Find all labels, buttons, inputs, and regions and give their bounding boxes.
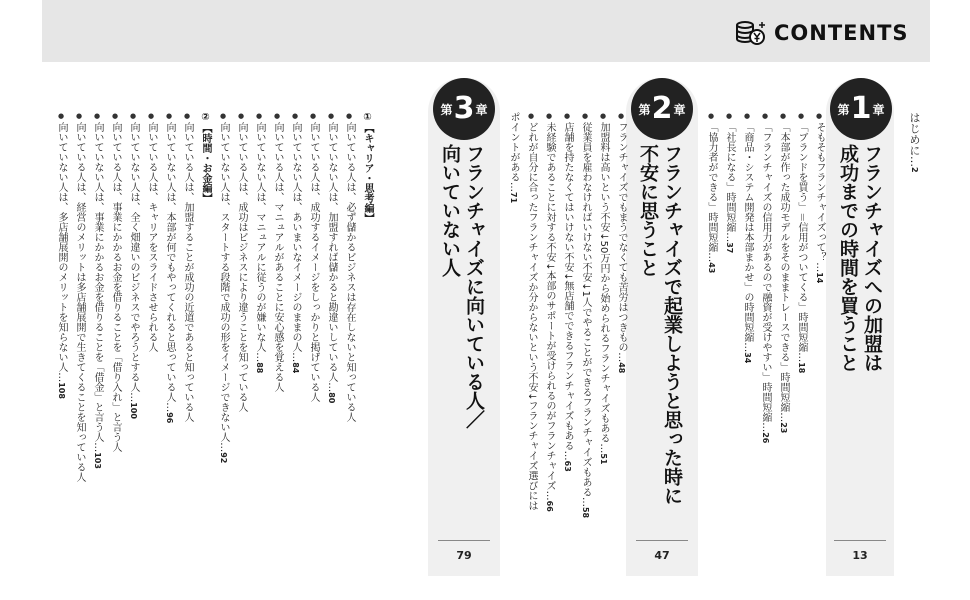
- chapter-2-title: フランチャイズで起業しようと思った時に 不安に思うこと: [637, 144, 683, 505]
- chapter-3-list: [52, 112, 376, 582]
- chapter-3-badge: 第 3 章: [433, 78, 495, 140]
- chapter-3-rule: [438, 540, 490, 541]
- toc-entry[interactable]: ● 向いている人は、キャリアをスライドさせられる人: [142, 112, 160, 582]
- chapter-1-rule: [834, 540, 886, 541]
- chapter-2-list: [504, 112, 630, 582]
- chapter-1-badge: 第 1 章: [830, 78, 892, 140]
- toc-entry[interactable]: ● 向いている人は、必ず儲かるビジネスは存在しないと知っている人: [340, 112, 358, 582]
- toc-entry[interactable]: ● 「協力者ができる」時間短縮…43: [702, 112, 720, 582]
- toc-entry[interactable]: ● 向いていない人は、全く畑違いのビジネスでやろうとする人…100: [124, 112, 142, 582]
- toc-entry[interactable]: ● 従業員を雇わなければいけない不安↓1人でやることができるフランチャイズもある…58: [576, 112, 594, 582]
- intro-page: 2: [910, 167, 919, 173]
- toc-entry[interactable]: ● 向いていない人は、マニュアルに従うのが嫌いな人…88: [250, 112, 268, 582]
- contents-title: CONTENTS: [774, 21, 909, 45]
- toc-entry[interactable]: ● 向いている人は、経営のメリットは多店舗展開で生きてくることを知っている人: [70, 112, 88, 582]
- toc-entry[interactable]: ● 「本部が作った成功モデルをそのままトレースできる」時間短縮…23: [774, 112, 792, 582]
- toc-entry[interactable]: ● 向いていない人は、あいまいなイメージのままの人…84: [286, 112, 304, 582]
- coins-yen-icon: [736, 20, 766, 46]
- chapter-3-title: フランチャイズに向いている人／ 向いていない人: [439, 144, 485, 429]
- toc-entry[interactable]: ● どれが自分に合ったフランチャイズか分からないという不安↓フランチャイズ選びには: [522, 112, 540, 582]
- toc-entry[interactable]: ● 加盟料は高いという不安↓50万円から始められるフランチャイズもある…51: [594, 112, 612, 582]
- chapter-1-list: [702, 112, 828, 582]
- toc-entry[interactable]: ● そもそもフランチャイズって？…14: [810, 112, 828, 582]
- contents-header: [736, 20, 909, 46]
- toc-entry[interactable]: ● 向いていない人は、多店舗展開のメリットを知らない人…108: [52, 112, 70, 582]
- toc-entry[interactable]: ● 店舗を持たなくてはいけない不安↓無店舗でできるフランチャイズもある…63: [558, 112, 576, 582]
- toc-entry[interactable]: ● 向いていない人は、スタートする段階で成功の形をイメージできない人…92: [214, 112, 232, 582]
- intro-text: はじめに…: [908, 112, 921, 167]
- intro-entry[interactable]: [906, 112, 922, 173]
- toc-entry[interactable]: ● 向いている人は、加盟することが成功の近道であると知っている人: [178, 112, 196, 582]
- section-heading: ①【キャリア・思考編】: [362, 112, 373, 223]
- toc-entry[interactable]: ● 向いていない人は、事業にかかるお金を借りることを「借金」と言う人…103: [88, 112, 106, 582]
- chapter-2-badge: 第 2 章: [631, 78, 693, 140]
- toc-entry[interactable]: ● フランチャイズでもまうでなくても苦労はつきもの…48: [612, 112, 630, 582]
- toc-entry[interactable]: ● 「社長になる」時間短縮…37: [720, 112, 738, 582]
- chapter-1-title: フランチャイズへの加盟は 成功までの時間を買うこと: [837, 144, 883, 372]
- toc-entry[interactable]: ● 「商品・システム開発は本部まかせ」の時間短縮…34: [738, 112, 756, 582]
- section-heading: ②【時間・お金編】: [200, 112, 211, 203]
- toc-entry[interactable]: ● 向いている人は、成功はビジネスにより違うことを知っている人: [232, 112, 250, 582]
- toc-entry[interactable]: ● 「ブランドを買う」＝信用がついてくる」時間短縮…18: [792, 112, 810, 582]
- chapter-2-rule: [636, 540, 688, 541]
- toc-entry[interactable]: ● 向いていない人は、加盟すれば儲かると勘違いしている人…80: [322, 112, 340, 582]
- toc-entry[interactable]: ● 未経験であることに対する不安↓本部のサポートが受けられるのがフランチャイズ…66: [540, 112, 558, 582]
- chapter-2-page: 47: [654, 549, 670, 562]
- toc-entry[interactable]: ● 向いている人は、成功するイメージをしっかりと掲げている人: [304, 112, 322, 582]
- toc-entry-continued[interactable]: ポイントがある…71: [508, 112, 519, 204]
- toc-entry[interactable]: ● 「フランチャイズの信用力があるので融資が受けやすい」時間短縮…26: [756, 112, 774, 582]
- toc-entry[interactable]: ● 向いている人は、事業にかかるお金を借りることを「借り入れ」と言う人: [106, 112, 124, 582]
- toc-entry[interactable]: ● 向いている人は、マニュアルがあることに安心感を覚える人: [268, 112, 286, 582]
- chapter-1-page: 13: [852, 549, 868, 562]
- chapter-3-page: 79: [456, 549, 472, 562]
- toc-entry[interactable]: ● 向いていない人は、本部が何でもやってくれると思っている人…96: [160, 112, 178, 582]
